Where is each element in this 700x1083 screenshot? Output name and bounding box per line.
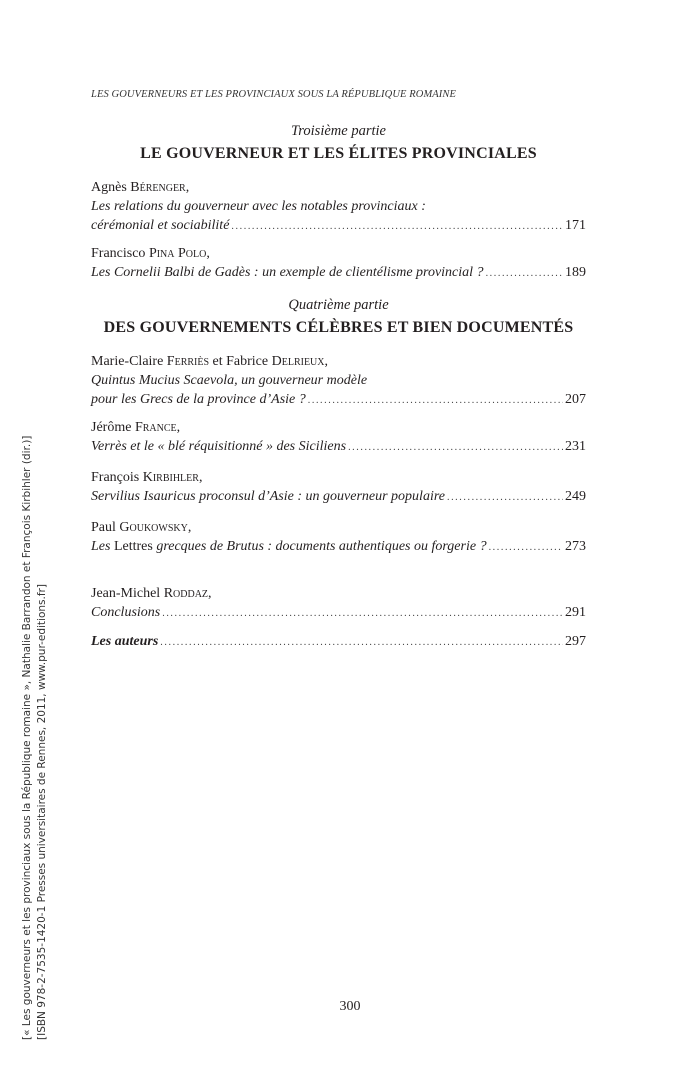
entry-title-line2: pour les Grecs de la province d’Asie ? xyxy=(91,392,306,407)
toc-entry-goukowsky[interactable] xyxy=(91,518,586,557)
entry-author: Jean-Michel Roddaz, xyxy=(91,586,212,601)
entry-author: Marie-Claire Ferriès et Fabrice Delrieux, xyxy=(91,354,329,369)
part-title-4: DES GOUVERNEMENTS CÉLÈBRES ET BIEN DOCUMENTÉS xyxy=(103,319,574,336)
entry-author: François Kirbihler, xyxy=(91,470,203,485)
entry-title: Servilius Isauricus proconsul d’Asie : un gouverneur populaire xyxy=(91,489,445,504)
part-title-3: LE GOUVERNEUR ET LES ÉLITES PROVINCIALES xyxy=(140,145,537,162)
entry-page: 207 xyxy=(565,392,586,407)
entry-title-line2: cérémonial et sociabilité xyxy=(91,218,230,233)
entry-title: Les auteurs xyxy=(91,634,159,649)
entry-author: Agnès Bérenger, xyxy=(91,180,190,195)
dot-leader xyxy=(160,633,563,652)
dot-leader xyxy=(162,604,563,623)
entry-title: Verrès et le « blé réquisitionné » des Siciliens xyxy=(91,439,347,454)
part-label-4: Quatrième partie xyxy=(288,297,389,313)
entry-page: 273 xyxy=(565,539,586,554)
entry-page: 291 xyxy=(565,605,586,620)
entry-title-line1: Les relations du gouverneur avec les notables provinciaux : xyxy=(91,199,426,214)
entry-page: 249 xyxy=(565,489,586,504)
toc-entry-kirbihler[interactable] xyxy=(91,468,586,507)
dot-leader xyxy=(486,264,563,283)
entry-page: 171 xyxy=(565,218,586,233)
entry-author: Jérôme France, xyxy=(91,420,181,435)
side-citation-note xyxy=(20,380,50,1040)
entry-page: 231 xyxy=(565,439,586,454)
entry-author: Paul Goukowsky, xyxy=(91,520,192,535)
toc-entry-berenger[interactable] xyxy=(91,178,586,236)
toc-entry-les-auteurs[interactable] xyxy=(91,632,586,652)
entry-author: Francisco Pina Polo, xyxy=(91,246,210,261)
page-number: 300 xyxy=(339,999,361,1014)
entry-page: 297 xyxy=(565,634,586,649)
side-note-line2: [ISBN 978-2-7535-1420-1 Presses universitaires de Rennes, 2011, www.pur-editions.fr] xyxy=(36,584,48,1040)
dot-leader xyxy=(231,217,563,236)
running-head: LES GOUVERNEURS ET LES PROVINCIAUX SOUS LA RÉPUBLIQUE ROMAINE xyxy=(91,89,457,100)
dot-leader xyxy=(447,488,563,507)
toc-entry-ferries-delrieux[interactable] xyxy=(91,352,586,410)
dot-leader xyxy=(489,538,563,557)
entry-page: 189 xyxy=(565,265,586,280)
toc-entry-pina-polo[interactable] xyxy=(91,244,586,283)
side-note-line1: [« Les gouverneurs et les provinciaux sous la République romaine », Nathalie Barrandon et François Kirbihler (dir.)] xyxy=(21,435,33,1040)
part-label-3: Troisième partie xyxy=(291,123,386,139)
entry-title: Les Lettres grecques de Brutus : documents authentiques ou forgerie ? xyxy=(91,539,487,554)
toc-entry-france[interactable] xyxy=(91,418,586,457)
entry-title-line1: Quintus Mucius Scaevola, un gouverneur modèle xyxy=(91,373,368,388)
entry-title: Conclusions xyxy=(91,605,161,620)
dot-leader xyxy=(348,438,563,457)
entry-title: Les Cornelii Balbi de Gadès : un exemple de clientélisme provincial ? xyxy=(91,265,484,280)
toc-entry-conclusions[interactable] xyxy=(91,584,586,623)
dot-leader xyxy=(308,391,563,410)
